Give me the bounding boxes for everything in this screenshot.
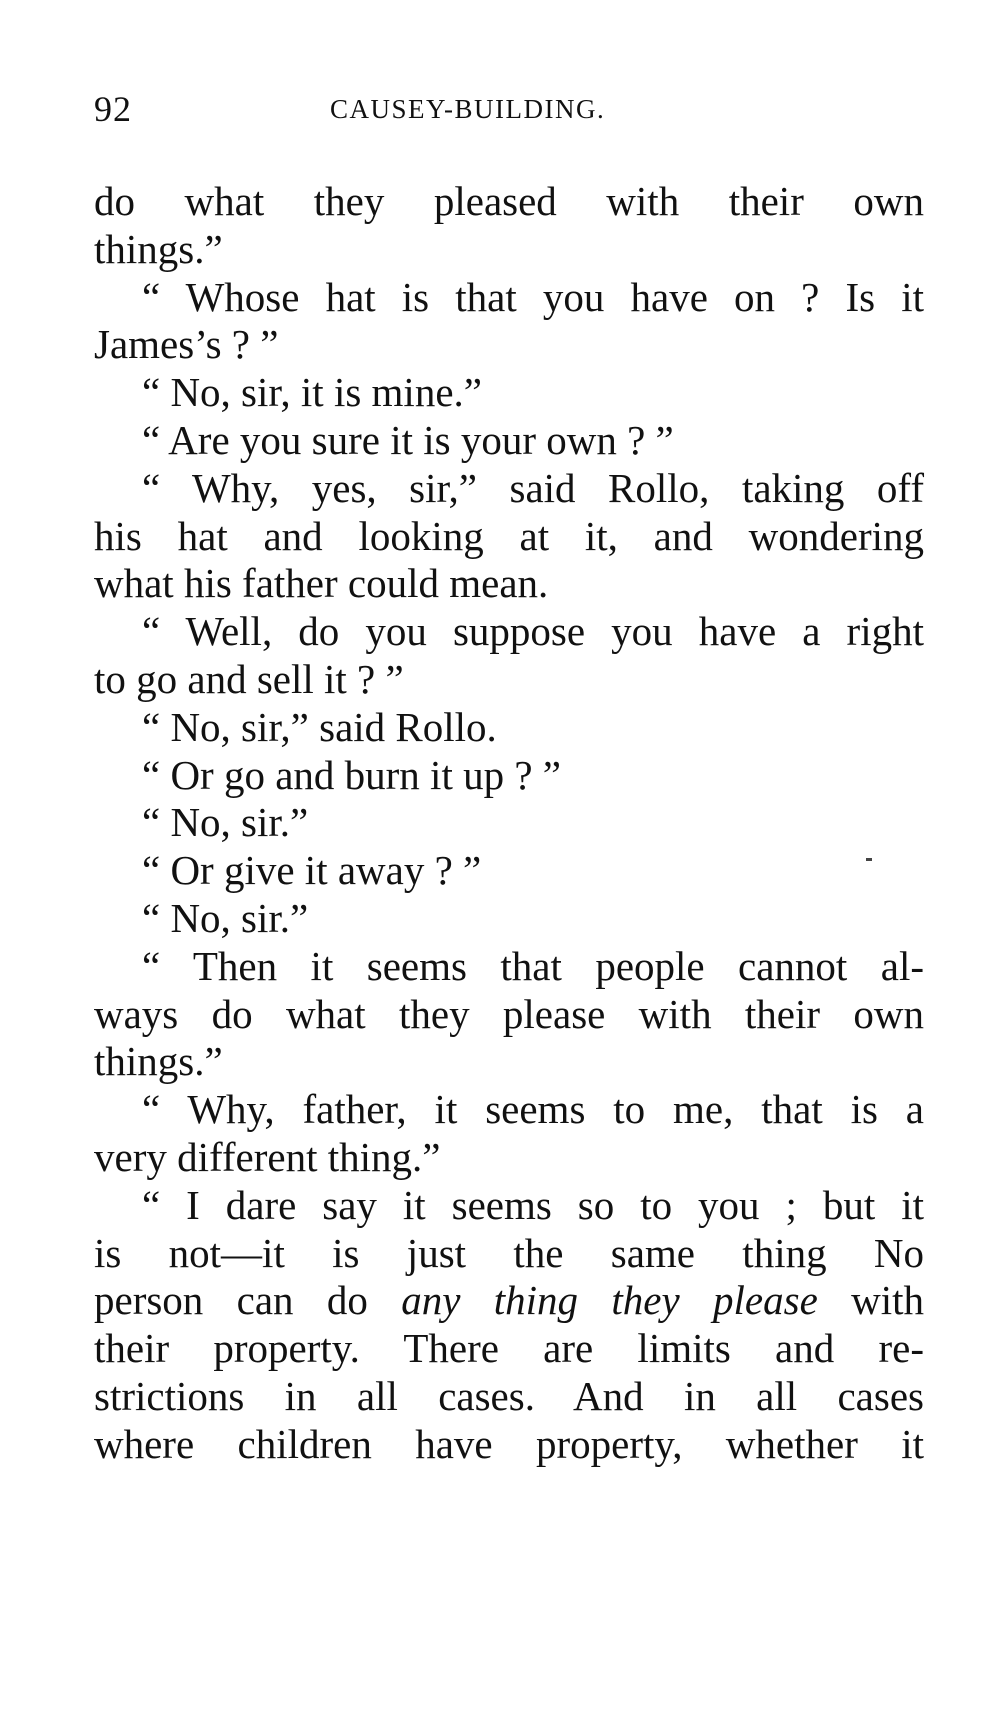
text-line: “ No, sir,” said Rollo. [142, 703, 497, 750]
text-line: “ No, sir.” [142, 894, 309, 941]
text-line: James’s ? ” [94, 321, 279, 368]
print-speck [866, 858, 872, 861]
text-line: “ Well, do you suppose you have a right [142, 608, 924, 655]
body-text [94, 178, 924, 1469]
text-line: things.” [94, 225, 223, 272]
text-line: where children have property, whether it [94, 1420, 924, 1467]
text-line: is not—it is just the same thing No [94, 1229, 924, 1276]
text-line: strictions in all cases. And in all cases [94, 1372, 924, 1419]
text-line: “ Or give it away ? ” [142, 847, 482, 894]
text-line: “ Why, yes, sir,” said Rollo, taking off [142, 464, 924, 511]
text-line: what his father could mean. [94, 560, 549, 607]
text-line: very different thing.” [94, 1133, 441, 1180]
text-line: “ Why, father, it seems to me, that is a [142, 1086, 924, 1133]
running-head [94, 88, 924, 138]
text-line: ways do what they please with their own [94, 990, 924, 1037]
text-line: “ I dare say it seems so to you ; but it [142, 1181, 924, 1228]
chapter-title: CAUSEY-BUILDING. [330, 94, 606, 124]
text-line: “ Then it seems that people cannot al- [142, 942, 924, 989]
text-line: “ No, sir.” [142, 799, 309, 846]
text-line: “ Whose hat is that you have on ? Is it [142, 273, 924, 320]
text-line: his hat and looking at it, and wondering [94, 512, 924, 559]
text-line: to go and sell it ? ” [94, 655, 404, 702]
text-segment: person can do [94, 1277, 402, 1324]
text-line [94, 1277, 924, 1325]
italic-phrase: any thing they please [401, 1277, 818, 1324]
text-line: their property. There are limits and re- [94, 1325, 924, 1372]
text-segment: with [817, 1277, 924, 1324]
text-line: things.” [94, 1038, 223, 1085]
page-number: 92 [94, 89, 132, 129]
text-line: do what they pleased with their own [94, 178, 924, 224]
text-line: “ No, sir, it is mine.” [142, 369, 482, 416]
text-line: “ Or go and burn it up ? ” [142, 751, 561, 798]
text-line: “ Are you sure it is your own ? ” [142, 416, 674, 463]
